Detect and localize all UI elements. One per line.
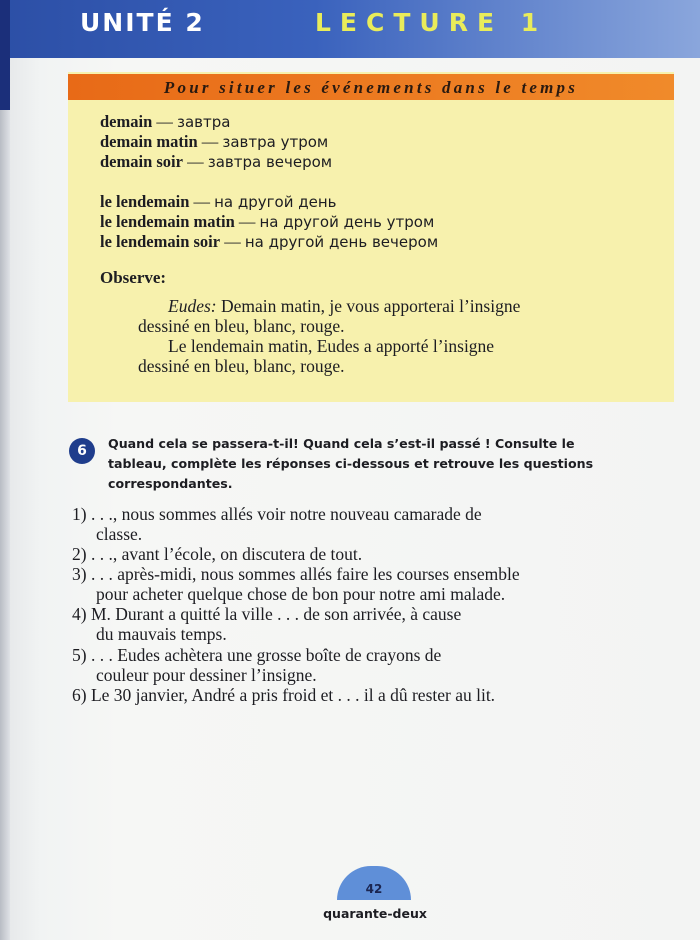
exercise-item-line: du mauvais temps.: [96, 624, 227, 644]
observe-example-line: dessiné en bleu, blanc, rouge.: [138, 356, 345, 376]
exercise-number-badge: 6: [69, 438, 95, 464]
exercise-item-line: classe.: [96, 524, 143, 544]
vocab-entry: demain — завтра: [100, 112, 231, 131]
exercise-item-line: 1) . . ., nous sommes allés voir notre nouveau camarade de: [72, 504, 482, 524]
observe-label: Observe:: [100, 268, 167, 287]
exercise-item-line: 5) . . . Eudes achètera une grosse boîte de crayons de: [72, 645, 442, 665]
vocab-entry: demain matin — завтра утром: [100, 132, 329, 151]
exercise-item-line: 3) . . . après-midi, nous sommes allés faire les courses ensemble: [72, 564, 520, 584]
observe-example-line: dessiné en bleu, blanc, rouge.: [138, 316, 345, 336]
header-accent: [0, 0, 10, 110]
vocab-entry: demain soir — завтра вечером: [100, 152, 333, 171]
exercise-item-line: pour acheter quelque chose de bon pour notre ami malade.: [96, 584, 506, 604]
exercise-item-line: 6) Le 30 janvier, André a pris froid et . . . il a dû rester au lit.: [72, 685, 496, 705]
exercise-item-line: couleur pour dessiner l’insigne.: [96, 665, 317, 685]
page-number: 42: [365, 882, 383, 896]
vocab-entry: le lendemain soir — на другой день вечером: [100, 232, 439, 251]
exercise-instruction: Quand cela se passera-t-il! Quand cela s’est-il passé ! Consulte le tableau, complète les réponses ci-dessous et retrouve les questions correspondantes.: [108, 436, 594, 491]
vocab-entry: le lendemain matin — на другой день утром: [100, 212, 435, 231]
lesson-title: LECTURE 1: [315, 8, 548, 37]
vocabulary-box-title: Pour situer les événements dans le temps: [68, 74, 674, 100]
exercise-item-line: 4) M. Durant a quitté la ville . . . de son arrivée, à cause: [72, 604, 462, 624]
observe-example-line: Eudes: Demain matin, je vous apporterai l’insigne: [168, 296, 521, 316]
observe-example-line: Le lendemain matin, Eudes a apporté l’insigne: [168, 336, 495, 356]
vocab-entry: le lendemain — на другой день: [100, 192, 337, 211]
exercise-item-line: 2) . . ., avant l’école, on discutera de tout.: [72, 544, 363, 564]
book-spine-edge: [0, 0, 10, 940]
unit-title: UNITÉ 2: [80, 8, 205, 37]
page-number-words: quarante-deux: [323, 906, 427, 921]
